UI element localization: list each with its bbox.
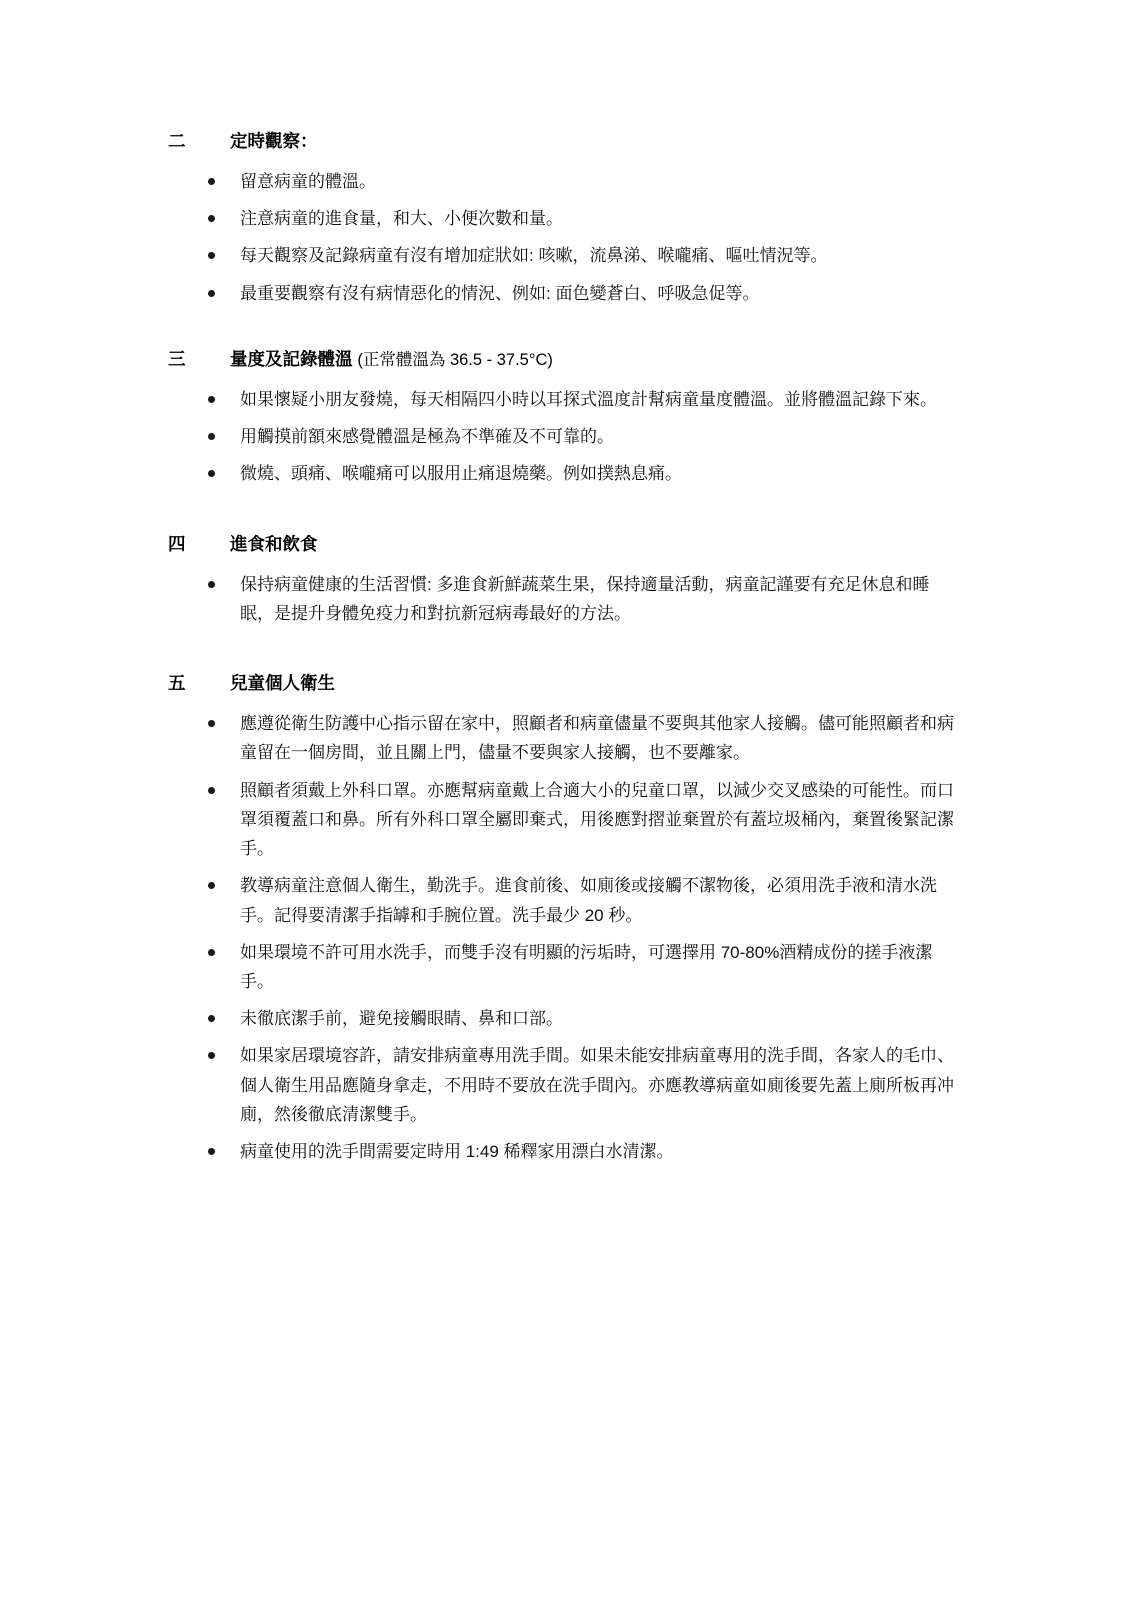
section-five-list	[168, 709, 958, 1166]
section-four-title: 進食和飲食	[230, 533, 318, 554]
spacer	[168, 497, 958, 531]
section-two	[168, 128, 958, 308]
section-five	[168, 670, 958, 1166]
section-four-number: 四	[168, 533, 186, 554]
list-item: 注意病童的進食量，和大、小便次數和量。	[168, 204, 958, 233]
section-four	[168, 531, 958, 628]
list-item: 保持病童健康的生活習慣: 多進食新鮮蔬菜生果，保持適量活動，病童記謹要有充足休息和睡眠，是提升身體免疫力和對抗新冠病毒最好的方法。	[168, 570, 958, 628]
section-four-heading	[168, 531, 958, 556]
list-item: 如果環境不許可用水洗手，而雙手沒有明顯的污垢時，可選擇用 70-80%酒精成份的搓手液潔手。	[168, 938, 958, 996]
section-five-heading	[168, 670, 958, 695]
section-five-title: 兒童個人衛生	[230, 673, 335, 694]
section-three	[168, 346, 958, 489]
list-item: 微燒、頭痛、喉嚨痛可以服用止痛退燒藥。例如撲熱息痛。	[168, 459, 958, 488]
spacer	[168, 636, 958, 670]
list-item: 每天觀察及記錄病童有沒有增加症狀如: 咳嗽，流鼻涕、喉嚨痛、嘔吐情況等。	[168, 241, 958, 270]
section-three-list	[168, 385, 958, 489]
list-item: 用觸摸前額來感覺體溫是極為不準確及不可靠的。	[168, 422, 958, 451]
section-three-title-text: 量度及記錄體溫	[230, 348, 353, 369]
list-item: 病童使用的洗手間需要定時用 1:49 稀釋家用漂白水清潔。	[168, 1137, 958, 1166]
section-two-number: 二	[168, 131, 186, 151]
list-item: 未徹底潔手前，避免接觸眼睛、鼻和口部。	[168, 1004, 958, 1033]
document-body	[168, 128, 958, 1174]
list-item: 留意病童的體溫。	[168, 167, 958, 196]
section-three-number: 三	[168, 348, 186, 369]
list-item: 教導病童注意個人衛生，勤洗手。進食前後、如廁後或接觸不潔物後，必須用洗手液和清水洗手。記得要清潔手指罅和手腕位置。洗手最少 20 秒。	[168, 871, 958, 929]
section-two-title: 定時觀察：	[230, 131, 318, 151]
section-two-heading	[168, 128, 958, 153]
list-item: 應遵從衛生防護中心指示留在家中，照顧者和病童儘量不要與其他家人接觸。儘可能照顧者和病童留在一個房間，並且關上門，儘量不要與家人接觸，也不要離家。	[168, 709, 958, 767]
section-three-heading	[168, 346, 958, 371]
list-item: 如果懷疑小朋友發燒，每天相隔四小時以耳探式溫度計幫病童量度體溫。並將體溫記錄下來。	[168, 385, 958, 414]
list-item: 最重要觀察有沒有病情惡化的情況、例如: 面色變蒼白、呼吸急促等。	[168, 279, 958, 308]
section-two-list	[168, 167, 958, 308]
list-item: 如果家居環境容許，請安排病童專用洗手間。如果未能安排病童專用的洗手間，各家人的毛巾、個人衛生用品應隨身拿走，不用時不要放在洗手間內。亦應教導病童如廁後要先蓋上廁所板再冲廁，然後徹底清潔雙手。	[168, 1041, 958, 1129]
section-three-subtitle: (正常體溫為 36.5 - 37.5°C)	[357, 350, 553, 369]
section-four-list	[168, 570, 958, 628]
list-item: 照顧者須戴上外科口罩。亦應幫病童戴上合適大小的兒童口罩，以減少交叉感染的可能性。而口罩須覆蓋口和鼻。所有外科口罩全屬即棄式，用後應對摺並棄置於有蓋垃圾桶內，棄置後緊記潔手。	[168, 776, 958, 864]
section-five-number: 五	[168, 673, 186, 694]
section-three-title	[230, 346, 553, 371]
spacer	[168, 316, 958, 346]
